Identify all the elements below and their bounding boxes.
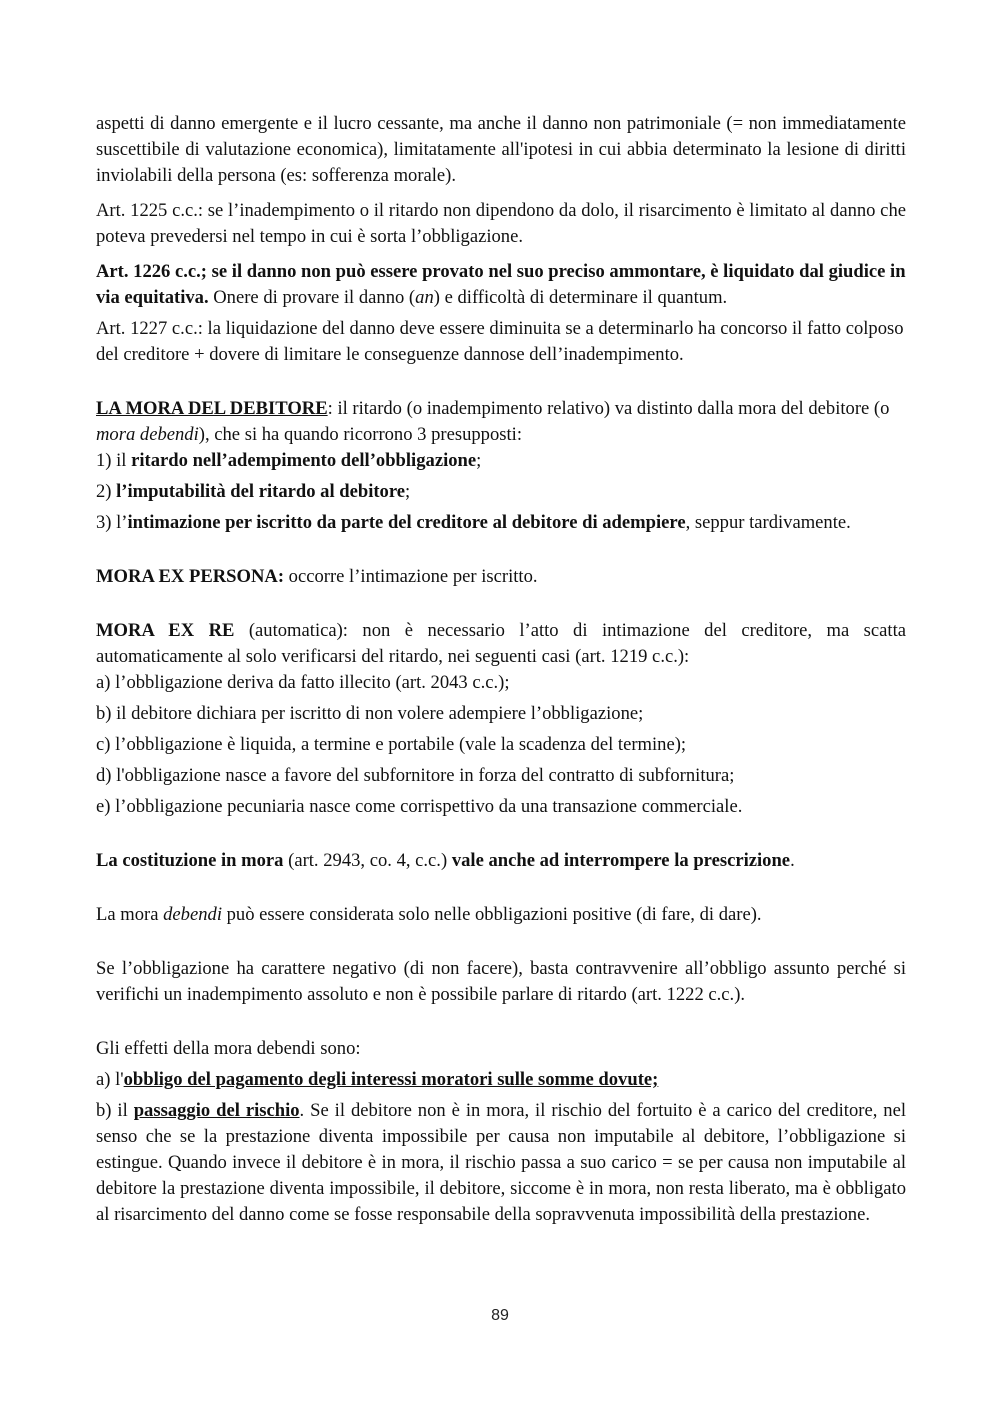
paragraph-mora-debendi: La mora debendi può essere considerata solo nelle obbligazioni positive (di fare, di dare).: [96, 904, 762, 925]
art-1226-an: an: [415, 287, 434, 308]
mora-intro: [96, 396, 906, 448]
page-body: [96, 111, 906, 1228]
page-number: 89: [491, 1307, 509, 1324]
art-1226-bold: Art. 1226 c.c.; se il danno non può essere provato nel suo preciso ammontare, è liquidato dal giudice in via equitativa.: [96, 261, 906, 308]
list-item: 2) l’imputabilità del ritardo al debitore;: [96, 481, 411, 502]
paragraph-art-1226: [96, 259, 906, 311]
section-mora-debitore: [96, 396, 906, 536]
list-item: c) l’obbligazione è liquida, a termine e portabile (vale la scadenza del termine);: [96, 734, 687, 755]
art-1226-text-1: Onere di provare il danno (: [208, 287, 416, 308]
list-item: 1) il ritardo nell’adempimento dell’obbligazione;: [96, 450, 482, 471]
paragraph-mora-ex-persona: MORA EX PERSONA: occorre l’intimazione per iscritto.: [96, 566, 538, 587]
section-mora-ex-re: [96, 618, 906, 820]
mora-intro-text-1: : il ritardo (o inadempimento relativo) va distinto dalla mora del debitore (o: [327, 398, 890, 419]
art-1226-text-2: ) e difficoltà di determinare il quantum.: [433, 287, 728, 308]
section-effetti-mora: [96, 1036, 906, 1228]
list-item: e) l’obbligazione pecuniaria nasce come corrispettivo da una transazione commerciale.: [96, 796, 743, 817]
paragraph-obbligazione-negativa: Se l’obbligazione ha carattere negativo (di non facere), basta contravvenire all’obbligo assunto perché si verifichi un inadempimento assoluto e non è possibile parlare di ritardo (art. 1222 c.c.).: [96, 958, 906, 1005]
mora-heading: LA MORA DEL DEBITORE: [96, 398, 328, 419]
paragraph-costituzione-in-mora: La costituzione in mora (art. 2943, co. 4, c.c.) vale anche ad interrompere la prescrizione.: [96, 850, 795, 871]
mora-ex-re-intro: MORA EX RE (automatica): non è necessario l’atto di intimazione del creditore, ma scatta automaticamente al solo verificarsi del ritardo, nei seguenti casi (art. 1219 c.c.):: [96, 620, 906, 667]
list-item: 3) l’intimazione per iscritto da parte del creditore al debitore di adempiere, seppur tardivamente.: [96, 512, 851, 533]
effetti-intro: Gli effetti della mora debendi sono:: [96, 1038, 361, 1059]
paragraph-art-1225: Art. 1225 c.c.: se l’inadempimento o il ritardo non dipendono da dolo, il risarcimento è limitato al danno che poteva prevedersi nel tempo in cui è sorta l’obbligazione.: [96, 200, 906, 247]
paragraph-danno: aspetti di danno emergente e il lucro cessante, ma anche il danno non patrimoniale (= non immediatamente suscettibile di valutazione economica), limitatamente all'ipotesi in cui abbia determinato la lesione di diritti inviolabili della persona (es: sofferenza morale).: [96, 113, 906, 186]
mora-intro-text-2: ), che si ha quando ricorrono 3 presupposti:: [198, 424, 523, 445]
list-item: d) l'obbligazione nasce a favore del subfornitore in forza del contratto di subfornitura;: [96, 765, 735, 786]
list-item: a) l’obbligazione deriva da fatto illecito (art. 2043 c.c.);: [96, 672, 510, 693]
list-item: a) l'obbligo del pagamento degli interessi moratori sulle somme dovute;: [96, 1069, 659, 1090]
paragraph-art-1227: Art. 1227 c.c.: la liquidazione del danno deve essere diminuita se a determinarlo ha concorso il fatto colposo del creditore + dovere di limitare le conseguenze dannose dell’inadempimento.: [96, 318, 904, 365]
mora-debendi-term: mora debendi: [96, 424, 199, 445]
list-item: b) il debitore dichiara per iscritto di non volere adempiere l’obbligazione;: [96, 703, 644, 724]
list-item: b) il passaggio del rischio. Se il debitore non è in mora, il rischio del fortuito è a carico del creditore, nel senso che se la prestazione diventa impossibile per causa non imputabile al debitore, l’obbligazione si estingue. Quando invece il debitore è in mora, il rischio passa a suo carico = se per causa non imputabile al debitore la prestazione diventa impossibile, il debitore, siccome è in mora, non resta liberato, ma è obbligato al risarcimento del danno come se fosse responsabile della sopravvenuta impossibilità della prestazione.: [96, 1100, 907, 1225]
